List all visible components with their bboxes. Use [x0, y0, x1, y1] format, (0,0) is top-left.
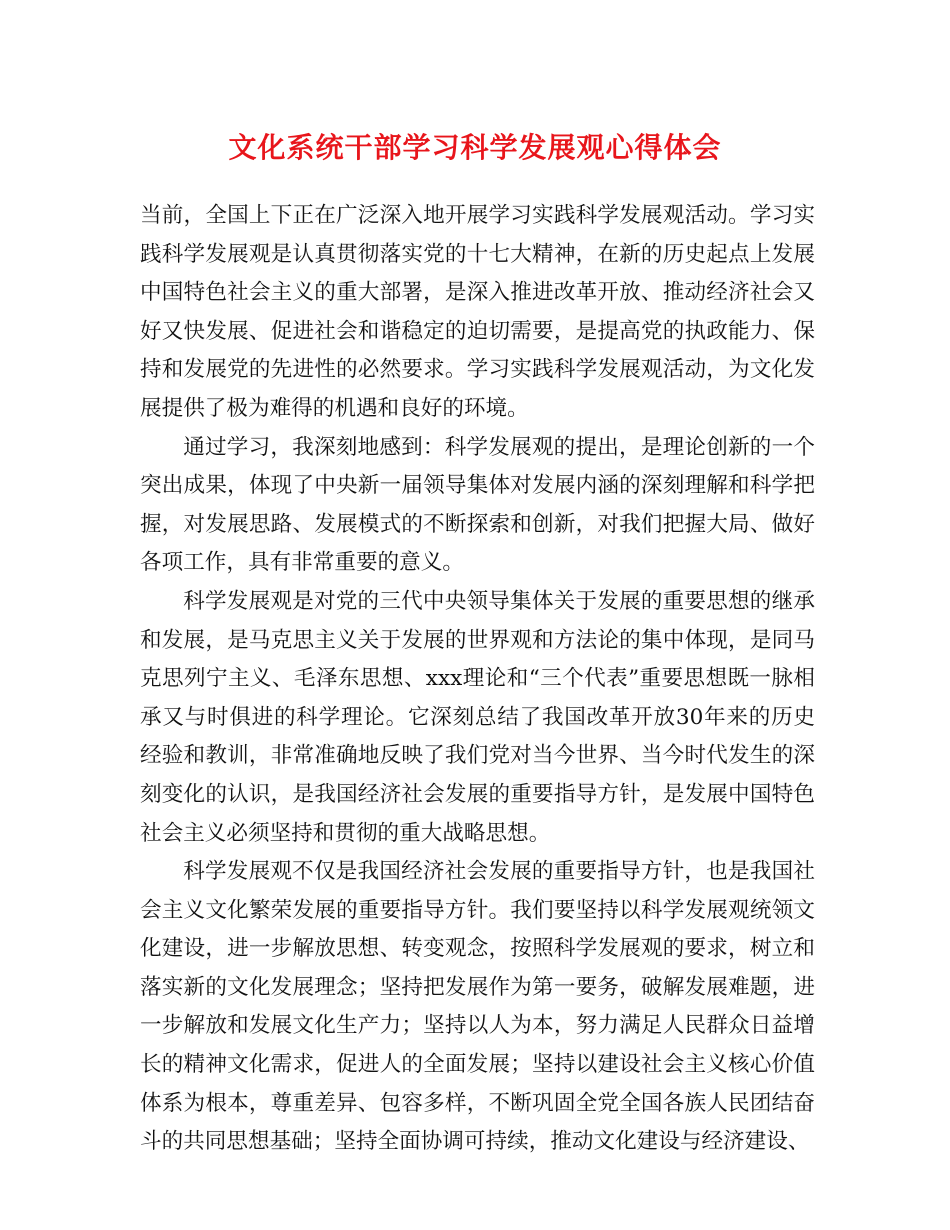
document-body	[140, 197, 815, 1162]
paragraph-2: 通过学习，我深刻地感到：科学发展观的提出，是理论创新的一个突出成果，体现了中央新一届领导集体对发展内涵的深刻理解和科学把握，对发展思路、发展模式的不断探索和创新，对我们把握大局、做好各项工作，具有非常重要的意义。	[140, 434, 815, 576]
paragraph-3: 科学发展观是对党的三代中央领导集体关于发展的重要思想的继承和发展，是马克思主义关于发展的世界观和方法论的集中体现，是同马克思列宁主义、毛泽东思想、xxx理论和“三个代表”重要思想既一脉相承又与时俱进的科学理论。它深刻总结了我国改革开放30年来的历史经验和教训，非常准确地反映了我们党对当今世界、当今时代发生的深刻变化的认识，是我国经济社会发展的重要指导方针，是发展中国特色社会主义必须坚持和贯彻的重大战略思想。	[140, 588, 815, 846]
document-title: 文化系统干部学习科学发展观心得体会	[228, 131, 722, 164]
paragraph-1: 当前，全国上下正在广泛深入地开展学习实践科学发展观活动。学习实践科学发展观是认真贯彻落实党的十七大精神，在新的历史起点上发展中国特色社会主义的重大部署，是深入推进改革开放、推动经济社会又好又快发展、促进社会和谐稳定的迫切需要，是提高党的执政能力、保持和发展党的先进性的必然要求。学习实践科学发展观活动，为文化发展提供了极为难得的机遇和良好的环境。	[140, 203, 815, 421]
paragraph-4: 科学发展观不仅是我国经济社会发展的重要指导方针，也是我国社会主义文化繁荣发展的重要指导方针。我们要坚持以科学发展观统领文化建设，进一步解放思想、转变观念，按照科学发展观的要求，树立和落实新的文化发展理念；坚持把发展作为第一要务，破解发展难题，进一步解放和发展文化生产力；坚持以人为本，努力满足人民群众日益增长的精神文化需求，促进人的全面发展；坚持以建设社会主义核心价值体系为根本，尊重差异、包容多样，不断巩固全党全国各族人民团结奋斗的共同思想基础；坚持全面协调可持续，推动文化建设与经济建设、	[140, 859, 815, 1155]
